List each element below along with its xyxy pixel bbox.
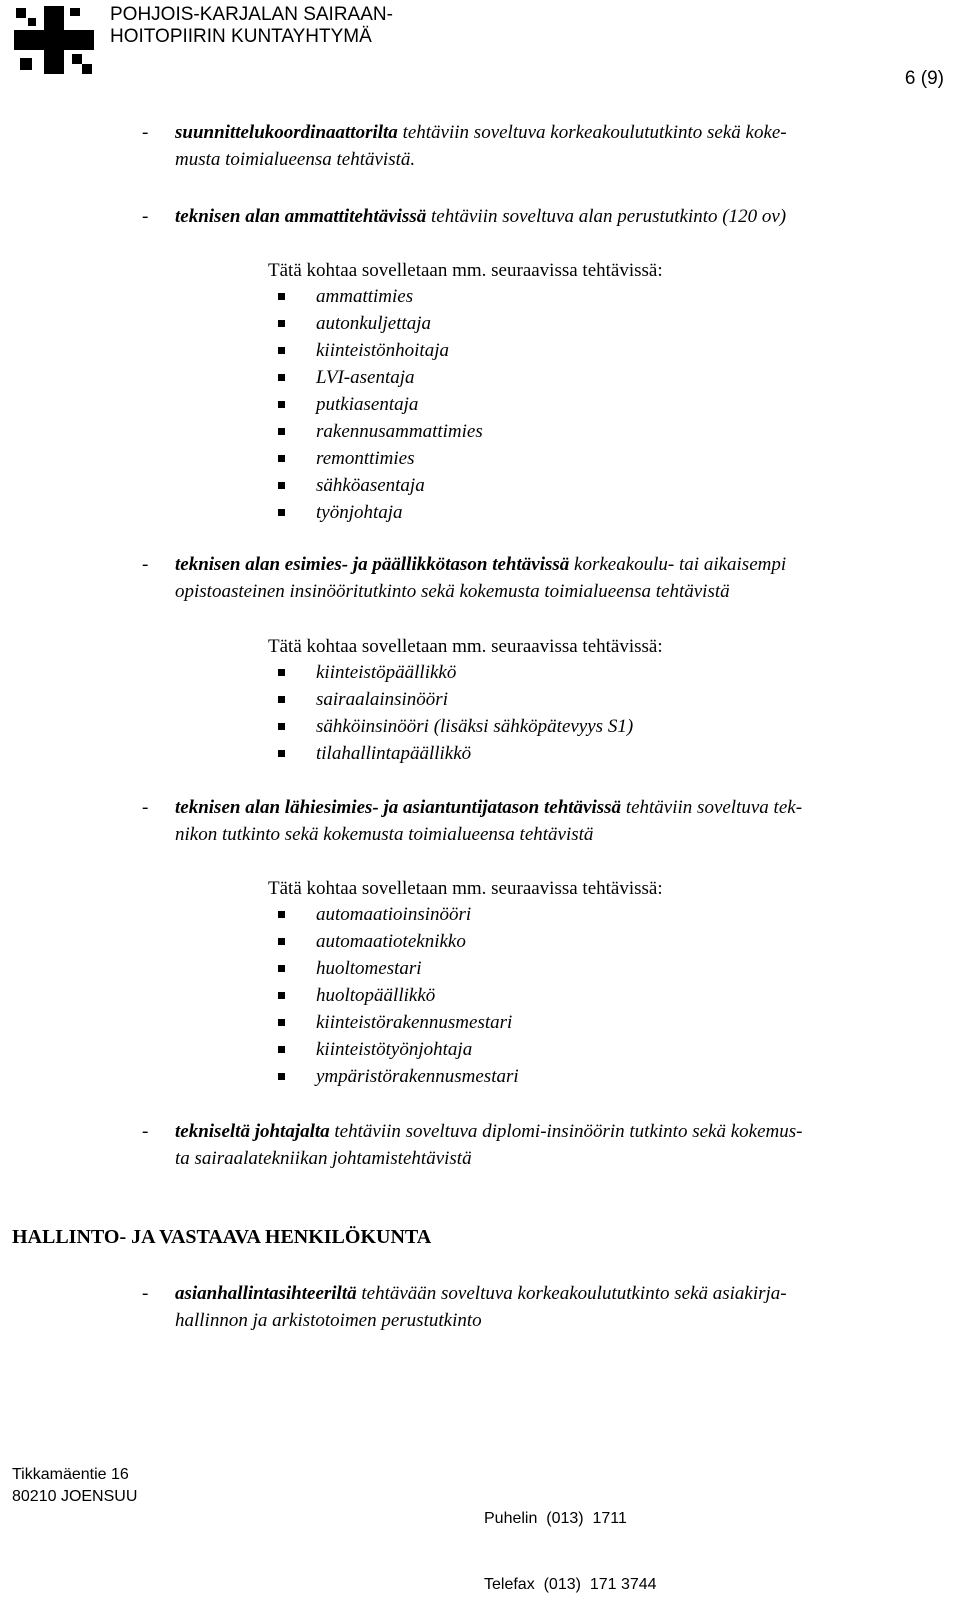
requirement-text: ta sairaalatekniikan johtamistehtävistä xyxy=(175,1148,472,1169)
job-list-item: sairaalainsinööri xyxy=(316,689,448,710)
bullet-square-icon xyxy=(278,723,285,730)
job-list-item: huoltomestari xyxy=(316,958,422,979)
bullet-square-icon xyxy=(278,428,285,435)
applies-intro: Tätä kohtaa sovelletaan mm. seuraavissa tehtävissä: xyxy=(268,636,663,657)
bullet-square-icon xyxy=(278,509,285,516)
job-list-item: automaatioinsinööri xyxy=(316,904,472,925)
paragraph-line xyxy=(175,1280,787,1307)
bullet-square-icon xyxy=(278,347,285,354)
job-list-item: putkiasentaja xyxy=(316,394,419,415)
bullet-square-icon xyxy=(278,482,285,489)
job-list-item: sähköinsinööri (lisäksi sähköpätevyys S1) xyxy=(316,716,634,737)
paragraph-line xyxy=(175,119,787,146)
requirement-text: korkeakoulu- tai aikaisempi xyxy=(569,554,787,575)
job-list-item: sähköasentaja xyxy=(316,475,425,496)
bullet-square-icon xyxy=(278,293,285,300)
organization-name-line2: HOITOPIIRIN KUNTAYHTYMÄ xyxy=(110,26,372,47)
applies-intro: Tätä kohtaa sovelletaan mm. seuraavissa tehtävissä: xyxy=(268,260,663,281)
hospital-district-logo xyxy=(12,4,96,76)
job-list-item: kiinteistönhoitaja xyxy=(316,340,449,361)
paragraph-line xyxy=(175,203,786,230)
organization-name-line1: POHJOIS-KARJALAN SAIRAAN- xyxy=(110,4,393,25)
role-title: teknisen alan ammattitehtävissä xyxy=(175,206,427,227)
bullet-square-icon xyxy=(278,696,285,703)
bullet-square-icon xyxy=(278,455,285,462)
section-heading: HALLINTO- JA VASTAAVA HENKILÖKUNTA xyxy=(12,1226,432,1248)
job-list-item: kiinteistötyönjohtaja xyxy=(316,1039,473,1060)
job-list-item: työnjohtaja xyxy=(316,502,403,523)
job-list-item: automaatioteknikko xyxy=(316,931,466,952)
requirement-text: tehtäviin soveltuva alan perustutkinto (120 ov) xyxy=(426,206,787,227)
job-list-item: LVI-asentaja xyxy=(316,367,415,388)
list-dash: - xyxy=(142,797,149,818)
role-title: asianhallintasihteeriltä xyxy=(175,1283,357,1304)
requirement-text: opistoasteinen insinööritutkinto sekä kokemusta toimialueensa tehtävistä xyxy=(175,581,730,602)
job-list-item: tilahallintapäällikkö xyxy=(316,743,472,764)
applies-intro: Tätä kohtaa sovelletaan mm. seuraavissa tehtävissä: xyxy=(268,878,663,899)
job-list-item: rakennusammattimies xyxy=(316,421,483,442)
page-number: 6 (9) xyxy=(904,68,944,89)
role-title: tekniseltä johtajalta xyxy=(175,1121,330,1142)
footer-city: 80210 JOENSUU xyxy=(12,1488,138,1505)
list-dash: - xyxy=(142,1121,149,1142)
paragraph-line xyxy=(175,1307,482,1334)
bullet-square-icon xyxy=(278,992,285,999)
job-list-item: kiinteistörakennusmestari xyxy=(316,1012,513,1033)
bullet-square-icon xyxy=(278,965,285,972)
job-list-item: autonkuljettaja xyxy=(316,313,432,334)
paragraph-line xyxy=(175,1118,802,1145)
paragraph-line xyxy=(175,551,786,578)
list-dash: - xyxy=(142,206,149,227)
bullet-square-icon xyxy=(278,401,285,408)
footer-address xyxy=(12,1464,137,1508)
paragraph-line xyxy=(175,1145,472,1172)
footer-phone: Puhelin (013) 1711 xyxy=(484,1510,627,1527)
organization-name xyxy=(110,4,393,48)
requirement-text: hallinnon ja arkistotoimen perustutkinto xyxy=(175,1310,482,1331)
bullet-square-icon xyxy=(278,374,285,381)
job-list-item: ammattimies xyxy=(316,286,414,307)
requirement-text: nikon tutkinto sekä kokemusta toimialueensa tehtävistä xyxy=(175,824,594,845)
requirement-text: tehtävään soveltuva korkeakoulututkinto sekä asiakirja- xyxy=(356,1283,787,1304)
job-list-item: ympäristörakennusmestari xyxy=(316,1066,519,1087)
paragraph-line xyxy=(175,578,730,605)
bullet-square-icon xyxy=(278,1046,285,1053)
bullet-square-icon xyxy=(278,750,285,757)
bullet-square-icon xyxy=(278,1019,285,1026)
job-list-item: kiinteistöpäällikkö xyxy=(316,662,457,683)
job-list-item: remonttimies xyxy=(316,448,415,469)
role-title: teknisen alan lähiesimies- ja asiantuntijatason tehtävissä xyxy=(175,797,622,818)
bullet-square-icon xyxy=(278,1073,285,1080)
paragraph-line xyxy=(175,794,802,821)
requirement-text: tehtäviin soveltuva korkeakoulututkinto sekä koke- xyxy=(397,122,787,143)
list-dash: - xyxy=(142,122,149,143)
footer-contact xyxy=(484,1464,657,1618)
bullet-square-icon xyxy=(278,911,285,918)
requirement-text: tehtäviin soveltuva tek- xyxy=(621,797,803,818)
list-dash: - xyxy=(142,554,149,575)
bullet-square-icon xyxy=(278,320,285,327)
list-dash: - xyxy=(142,1283,149,1304)
paragraph-line xyxy=(175,146,415,173)
requirement-text: musta toimialueensa tehtävistä. xyxy=(175,149,416,170)
footer-street: Tikkamäentie 16 xyxy=(12,1466,129,1483)
bullet-square-icon xyxy=(278,669,285,676)
requirement-text: tehtäviin soveltuva diplomi-insinöörin tutkinto sekä kokemus- xyxy=(329,1121,803,1142)
paragraph-line xyxy=(175,821,593,848)
footer-fax: Telefax (013) 171 3744 xyxy=(484,1576,657,1593)
job-list-item: huoltopäällikkö xyxy=(316,985,436,1006)
bullet-square-icon xyxy=(278,938,285,945)
role-title: teknisen alan esimies- ja päällikkötason tehtävissä xyxy=(175,554,570,575)
role-title: suunnittelukoordinaattorilta xyxy=(175,122,398,143)
